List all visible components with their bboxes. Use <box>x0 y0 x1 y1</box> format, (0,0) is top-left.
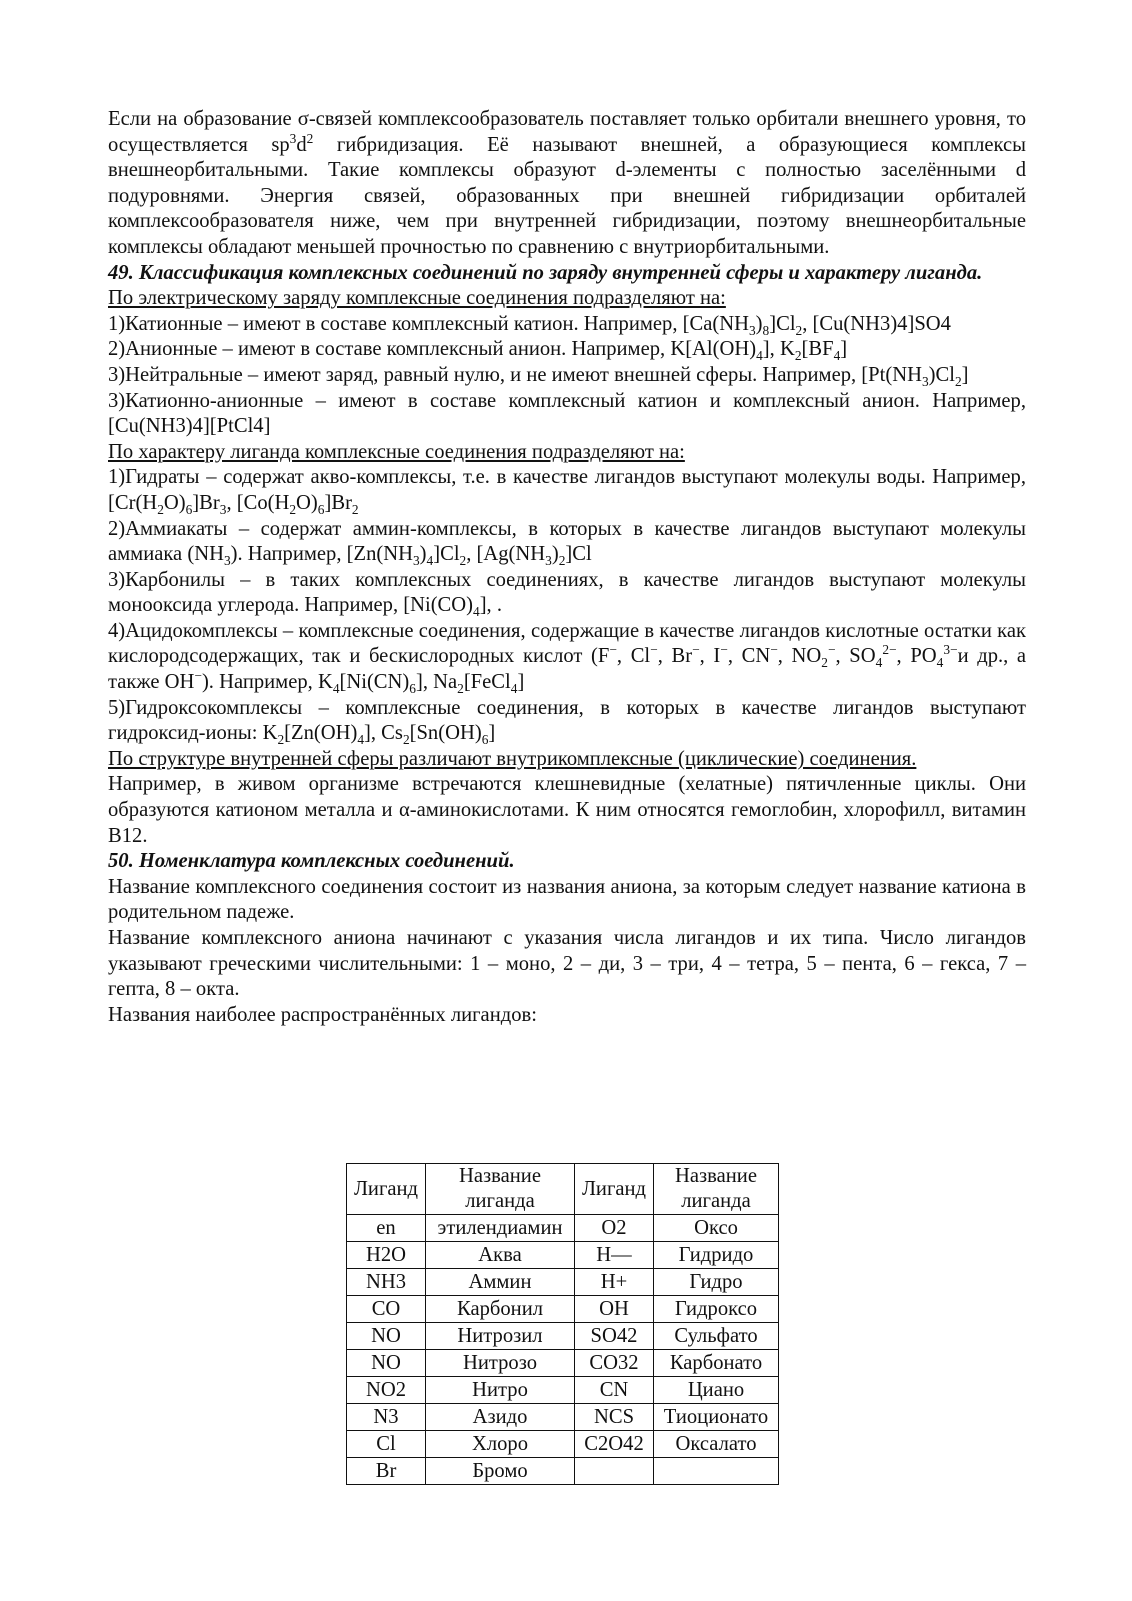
charge-item-cation-anion: 3)Катионно-анионные – имеют в составе комплексный катион и комплексный анион. Например, [Cu(NH3)4][PtCl4] <box>108 389 1026 438</box>
ligand-names-table <box>346 1163 779 1485</box>
table-cell: NCS <box>575 1404 654 1431</box>
table-row <box>347 1350 779 1377</box>
table-row <box>347 1242 779 1269</box>
table-cell: Cl <box>347 1431 426 1458</box>
table-cell <box>575 1458 654 1485</box>
table-cell: N3 <box>347 1404 426 1431</box>
table-cell: Сульфато <box>654 1323 779 1350</box>
table-cell: Гидро <box>654 1269 779 1296</box>
table-cell: SO42 <box>575 1323 654 1350</box>
table-cell <box>654 1458 779 1485</box>
ligand-item-hydrates: 1)Гидраты – содержат акво-комплексы, т.е. в качестве лигандов выступают молекулы воды. Например, $[Cr(H_2O)_6]Br_3$, $[Co(H_2O)_6]Br_2$ <box>108 466 1026 518</box>
table-cell: C2O42 <box>575 1431 654 1458</box>
nomenclature-paragraph-3: Названия наиболее распространённых лигандов: <box>108 1003 537 1026</box>
table-cell: Карбонато <box>654 1350 779 1377</box>
table-cell: Циано <box>654 1377 779 1404</box>
table-header-cell: Название лиганда <box>426 1164 575 1215</box>
table-row <box>347 1458 779 1485</box>
ligand-classification-heading: По характеру лиганда комплексные соединения подразделяют на: <box>108 440 685 463</box>
table-cell: этилендиамин <box>426 1215 575 1242</box>
table-cell: NO <box>347 1323 426 1350</box>
table-cell: NH3 <box>347 1269 426 1296</box>
nomenclature-paragraph-2: Название комплексного аниона начинают с указания числа лигандов и их типа. Число лигандов указывают греческими числительными: 1 – моно, 2 – ди, 3 – три, 4 – тетра, 5 – пента, 6 – гекса, 7 – гепта, 8 – окта. <box>108 927 1026 1001</box>
table-cell: H+ <box>575 1269 654 1296</box>
table-cell: O2 <box>575 1215 654 1242</box>
table-cell: NO <box>347 1350 426 1377</box>
table-row <box>347 1431 779 1458</box>
ligand-item-hydroxo: 5)Гидроксокомплексы – комплексные соединения, в которых в качестве лигандов выступают гидроксид-ионы: $K_2[Zn(OH)_4]$, $Cs_2[Sn(OH)_6]$ <box>108 696 1026 748</box>
table-cell: Оксалато <box>654 1431 779 1458</box>
table-header-row <box>347 1164 779 1215</box>
document-page <box>108 107 1026 1028</box>
table-cell: CO32 <box>575 1350 654 1377</box>
table-cell: Карбонил <box>426 1296 575 1323</box>
nomenclature-paragraph-1: Название комплексного соединения состоит из названия аниона, за которым следует название катиона в родительном падеже. <box>108 875 1026 924</box>
table-cell: NO2 <box>347 1377 426 1404</box>
table-row <box>347 1377 779 1404</box>
table-cell: H2O <box>347 1242 426 1269</box>
ligand-item-acido: 4)Ацидокомплексы – комплексные соединения, содержащие в качестве лигандов кислотные остатки как кислородсодержащих, так и бескислородных кислот (F−, Cl−, Br−, I−, CN−, $NO_2^-$, $SO_4^{2-}$, $PO_4^{3-}и$ др., а также OH−). Например, $K_4[Ni(CN)_6]$, $Na_2[FeCl_4]$ <box>108 619 1027 697</box>
table-cell: Аммин <box>426 1269 575 1296</box>
charge-item-anionic: 2)Анионные – имеют в составе комплексный анион. Например, $K[Al(OH)_4]$, $K_2[BF_4]$ <box>108 338 848 364</box>
charge-classification-heading: По электрическому заряду комплексные соединения подразделяют на: <box>108 287 726 310</box>
table-cell: Оксо <box>654 1215 779 1242</box>
table-row <box>347 1323 779 1350</box>
table-cell: Аква <box>426 1242 575 1269</box>
structure-paragraph: Например, в живом организме встречаются клешневидные (хелатные) пятичленные циклы. Они образуются катионом металла и α-аминокислотами. К ним относятся гемоглобин, хлорофилл, витамин B12. <box>108 773 1026 847</box>
table-header-cell: Название лиганда <box>654 1164 779 1215</box>
table-cell: Хлоро <box>426 1431 575 1458</box>
table-cell: Нитрозил <box>426 1323 575 1350</box>
table-cell: en <box>347 1215 426 1242</box>
table-header-cell: Лиганд <box>347 1164 426 1215</box>
table-cell: Тиоционато <box>654 1404 779 1431</box>
charge-item-neutral: 3)Нейтральные – имеют заряд, равный нулю, и не имеют внешней сферы. Например, $[Pt(NH_3)Cl_2]$ <box>108 363 969 390</box>
table-row <box>347 1404 779 1431</box>
ligand-item-carbonyls: 3)Карбонилы – в таких комплексных соединениях, в качестве лигандов выступают молекулы монооксида углерода. Например, $[Ni(CO)_4]$, . <box>108 568 1026 620</box>
table-cell: Нитрозо <box>426 1350 575 1377</box>
table-cell: Азидо <box>426 1404 575 1431</box>
table-row <box>347 1269 779 1296</box>
table-cell: CN <box>575 1377 654 1404</box>
table-cell: Гидридо <box>654 1242 779 1269</box>
table-body <box>347 1215 779 1485</box>
table-cell: Br <box>347 1458 426 1485</box>
table-cell: Гидроксо <box>654 1296 779 1323</box>
section-50-heading: 50. Номенклатура комплексных соединений. <box>108 850 515 873</box>
table-cell: OH <box>575 1296 654 1323</box>
section-49-heading: 49. Классификация комплексных соединений по заряду внутренней сферы и характеру лиганда. <box>108 261 983 284</box>
table-cell: Нитро <box>426 1377 575 1404</box>
ligand-item-ammines: 2)Аммиакаты – содержат аммин-комплексы, в которых в качестве лигандов выступают молекулы аммиака $(NH_3)$. Например, $[Zn(NH_3)_4]Cl_2$, $[Ag(NH_3)_2]Cl$ <box>108 517 1026 569</box>
table-row <box>347 1296 779 1323</box>
table-cell: H— <box>575 1242 654 1269</box>
table-row <box>347 1215 779 1242</box>
table-cell: CO <box>347 1296 426 1323</box>
table-header-cell: Лиганд <box>575 1164 654 1215</box>
charge-item-cationic: 1)Катионные – имеют в составе комплексный катион. Например, $[Ca(NH_3)_8]Cl_2$, [Cu(NH3)4]SO4 <box>108 312 951 338</box>
table-cell: Бромо <box>426 1458 575 1485</box>
structure-heading: По структуре внутренней сферы различают внутрикомплексные (циклические) соединения. <box>108 747 917 770</box>
intro-paragraph: Если на образование σ-связей комплексообразователь поставляет только орбитали внешнего уровня, то осуществляется $sp^3d^2$ гибридизация. Её называют внешней, а образующиеся комплексы внешнеорбитальными. Такие комплексы образуют d-элементы с полностью заселёнными d подуровнями. Энергия связей, образованных при внешней гибридизации орбиталей комплексообразователя ниже, чем при внутренней гибридизации, поэтому внешнеорбитальные комплексы обладают меньшей прочностью по сравнению с внутриорбитальными. <box>108 108 1026 258</box>
